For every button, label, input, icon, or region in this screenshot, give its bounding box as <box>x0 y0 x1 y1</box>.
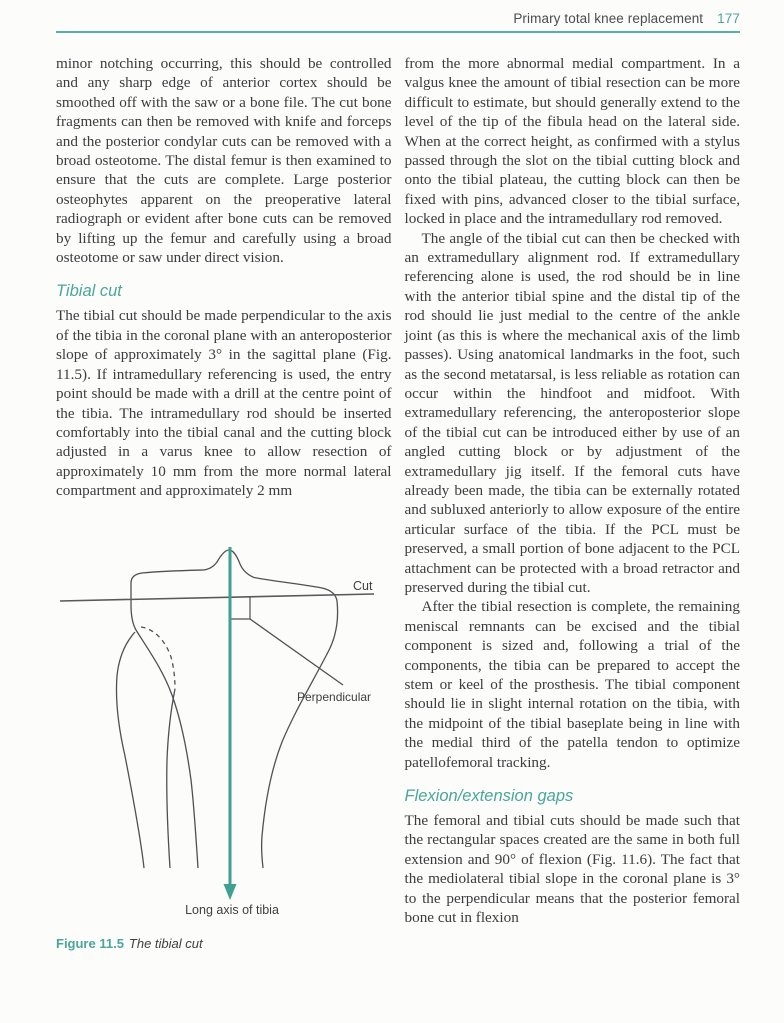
page-number: 177 <box>717 11 740 26</box>
header-rule <box>56 31 740 33</box>
fibula-inner-edge <box>167 689 175 868</box>
cut-line <box>60 594 374 601</box>
perpendicular-pointer-line <box>250 619 343 685</box>
right-angle-marker <box>230 597 250 619</box>
paragraph-tibial-resection-level: from the more abnormal medial compartment. In a valgus knee the amount of tibial resection can be more difficult to estimate, but should generally extend to the level of the tip of the fibula head on the lateral side. When at the correct height, as confirmed with a stylus passed through the slot on the tibial cutting block and onto the tibial plateau, the cutting block can then be fixed with pins, advanced closer to the tibial surface, locked in place and the intramedullary rod removed. <box>404 55 740 228</box>
tibia-diagram <box>56 543 396 921</box>
fibula-outline <box>116 632 144 868</box>
long-axis-label: Long axis of tibia <box>185 902 279 917</box>
figure-caption-label: Figure 11.5 <box>56 935 124 951</box>
paragraph-tibial-cut: The tibial cut should be made perpendicular to the axis of the tibia in the coronal plane with an anteroposterior slope of approximately 3° in the sagittal plane (Fig. 11.5). If intramedullary referencing is used, the entry point should be made with a drill at the centre point of the tibia. The intramedullary rod should be inserted comfortably into the tibial canal and the cutting block adjusted in a varus knee to allow resection of approximately 10 mm from the more normal lateral compartment and approximately 2 mm <box>56 307 392 500</box>
section-heading-flexion-extension-gaps: Flexion/extension gaps <box>404 787 574 806</box>
fibula-head-hidden-dashed-line <box>141 627 175 689</box>
cut-label: Cut <box>353 578 373 593</box>
page-header <box>56 11 740 26</box>
paragraph-tibial-cut-angle: The angle of the tibial cut can then be checked with an extramedullary alignment rod. If extramedullary referencing alone is used, the rod should be in line with the anterior tibial spine and the distal tip of the rod should lie just medial to the centre of the ankle joint (as this is where the mechanical axis of the limb passes). Using anatomical landmarks in the foot, such as the second metatarsal, is less reliable as rotation can occur within the hindfoot and midfoot. With extramedullary referencing, the anteroposterior slope of the tibial cut can be introduced either by use of an angled cutting block or by adjustment of the extramedullary jig itself. If the femoral cuts have already been made, the tibia can be externally rotated and subluxed anteriorly to allow exposure of the entire articular surface of the tibia. If the PCL must be preserved, a small portion of bone adjacent to the PCL attachment can be protected with a broad retractor and preserved during the tibial cut. <box>404 229 740 596</box>
figure-11-5 <box>56 543 396 953</box>
figure-caption-title: The tibial cut <box>128 935 203 951</box>
long-axis-arrowhead <box>224 884 237 900</box>
perpendicular-label: Perpendicular <box>297 689 372 704</box>
two-column-layout <box>56 54 740 953</box>
running-head: Primary total knee replacement <box>513 11 704 26</box>
paragraph-flexion-extension: The femoral and tibial cuts should be made such that the rectangular spaces created are the same in both full extension and 90° of flexion (Fig. 11.6). The fact that the mediolateral tibial slope in the coronal plane is 3° to the perpendicular means that the posterior femoral bone cut in flexion <box>404 812 740 927</box>
right-column <box>405 54 741 953</box>
section-heading-tibial-cut: Tibial cut <box>56 282 122 301</box>
left-column <box>56 54 392 953</box>
figure-caption <box>56 935 396 953</box>
paragraph-after-resection: After the tibial resection is complete, the remaining meniscal remnants can be excised and the tibial component is sized and, following a trial of the components, the tibia can be prepared to accept the stem or keel of the prosthesis. The tibial component should lie in slight internal rotation on the tibia, with the midpoint of the tibial baseplate being in line with the medial third of the patella tendon to optimize patellofemoral tracking. <box>404 598 740 771</box>
paragraph-femoral-cuts: minor notching occurring, this should be controlled and any sharp edge of anterior cortex should be smoothed off with the saw or a bone file. The cut bone fragments can then be removed with knife and forceps and the posterior condylar cuts can be removed with a broad osteotome. The distal femur is then examined to ensure that the cuts are complete. Large posterior osteophytes apparent on the preoperative lateral radiograph or evident after bone cuts can be removed by lifting up the femur and carefully using a broad osteotome or saw under direct vision. <box>56 55 392 267</box>
